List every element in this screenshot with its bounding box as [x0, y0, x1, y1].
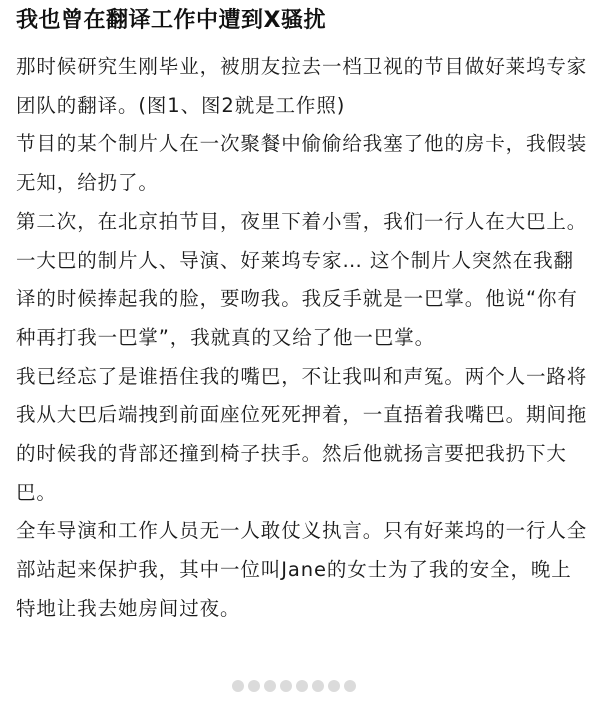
post-body: [16, 48, 592, 629]
paragraph: 第二次，在北京拍节目，夜里下着小雪，我们一行人在大巴上。一大巴的制片人、导演、好莱坞专家… 这个制片人突然在我翻译的时候捧起我的脸，要吻我。我反手就是一巴掌。他说“你有种再打我一巴掌”，我就真的又给了他一巴掌。: [16, 209, 588, 349]
post-title: 我也曾在翻译工作中遭到X骚扰: [16, 8, 326, 33]
paragraph: 全车导演和工作人员无一人敢仗义执言。只有好莱坞的一行人全部站起来保护我，其中一位叫Jane的女士为了我的安全，晚上特地让我去她房间过夜。: [16, 519, 588, 620]
paragraph: 那时候研究生刚毕业，被朋友拉去一档卫视的节目做好莱坞专家团队的翻译。(图1、图2就是工作照): [16, 55, 588, 117]
paragraph: 节目的某个制片人在一次聚餐中偷偷给我塞了他的房卡，我假装无知，给扔了。: [16, 132, 588, 195]
paragraph: 我已经忘了是谁捂住我的嘴巴，不让我叫和声冤。两个人一路将我从大巴后端拽到前面座位死死押着，一直捂着我嘴巴。期间拖的时候我的背部还撞到椅子扶手。然后他就扬言要把我扔下大巴。: [16, 364, 588, 504]
